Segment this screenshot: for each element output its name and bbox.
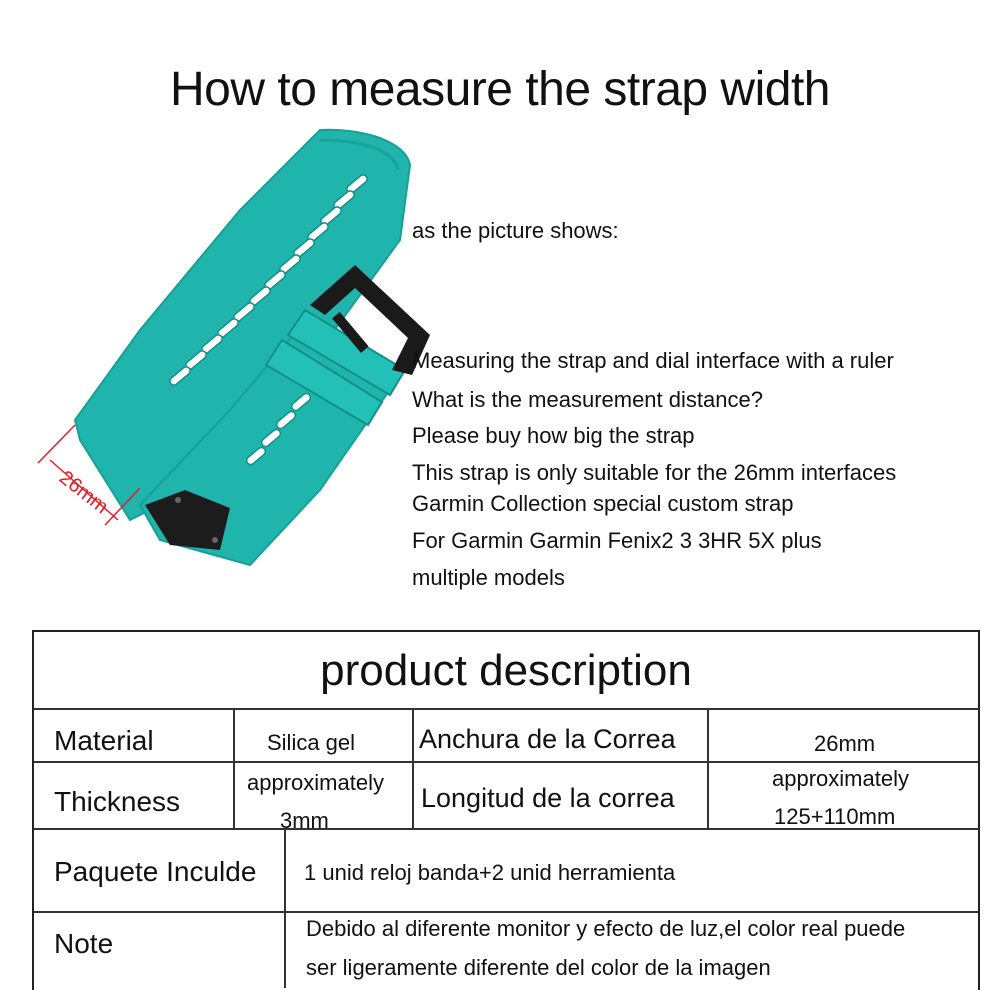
info-intro: as the picture shows:: [412, 218, 619, 243]
length-label: Longitud de la correa: [421, 783, 675, 813]
strap-image: [20, 120, 440, 590]
length-value: approximately: [772, 766, 909, 791]
measure-label: 26mm: [54, 466, 113, 519]
note-label: Note: [54, 928, 114, 959]
material-value: Silica gel: [267, 730, 356, 755]
material-label: Material: [54, 725, 154, 756]
thickness-value: 3mm: [280, 808, 329, 833]
info-line: This strap is only suitable for the 26mm interfaces: [412, 460, 897, 485]
package-label: Paquete Inculde: [54, 856, 257, 887]
info-line: Garmin Collection special custom strap: [412, 491, 794, 516]
note-value: ser ligeramente diferente del color de la imagen: [306, 955, 771, 980]
width-label: Anchura de la Correa: [419, 724, 676, 754]
table-heading: product description: [320, 646, 692, 695]
info-line: Measuring the strap and dial interface with a ruler: [412, 348, 894, 373]
page-title: How to measure the strap width: [170, 63, 830, 116]
info-line: multiple models: [412, 565, 565, 590]
product-description-table: [32, 630, 980, 990]
info-line: Please buy how big the strap: [412, 423, 695, 448]
info-line: What is the measurement distance?: [412, 387, 763, 412]
width-value: 26mm: [814, 731, 876, 756]
length-value: 125+110mm: [774, 804, 896, 829]
thickness-label: Thickness: [54, 786, 181, 817]
thickness-value: approximately: [247, 770, 384, 795]
package-value: 1 unid reloj banda+2 unid herramienta: [304, 860, 676, 885]
note-value: Debido al diferente monitor y efecto de luz,el color real puede: [306, 916, 906, 941]
info-line: For Garmin Garmin Fenix2 3 3HR 5X plus: [412, 528, 822, 553]
